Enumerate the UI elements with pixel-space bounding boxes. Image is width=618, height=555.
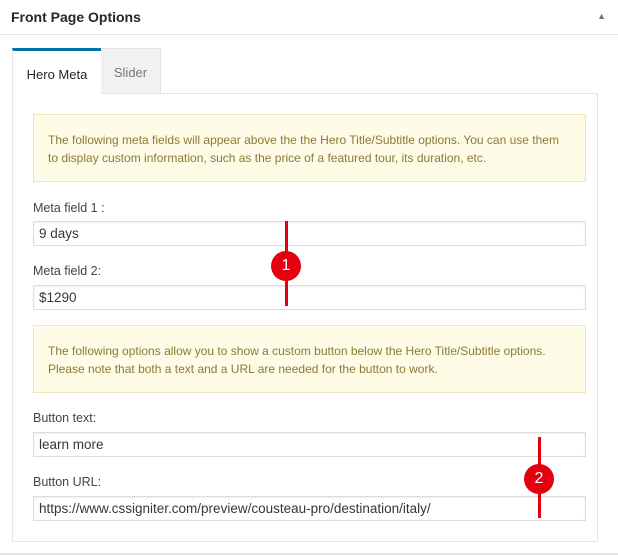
button-text-label: Button text: (33, 411, 97, 425)
meta-field-2-input[interactable] (33, 285, 586, 310)
annotation-marker-1: 1 (271, 251, 301, 281)
annotation-marker-2: 2 (524, 464, 554, 494)
meta-field-1-input[interactable] (33, 221, 586, 246)
triangle-up-icon[interactable]: ▲ (597, 11, 606, 21)
metabox-title: Front Page Options (11, 9, 141, 25)
button-text-input[interactable] (33, 432, 586, 457)
meta-notice: The following meta fields will appear above the the Hero Title/Subtitle options. You can use them to display custom information, such as the price of a featured tour, its duration, etc. (33, 114, 586, 182)
meta-field-2-label: Meta field 2: (33, 264, 102, 278)
button-notice: The following options allow you to show a custom button below the Hero Title/Subtitle options. Please note that both a text and a URL are needed for the button to work. (33, 325, 586, 393)
button-url-input[interactable] (33, 496, 586, 521)
meta-field-1-label: Meta field 1 : (33, 201, 105, 215)
button-url-label: Button URL: (33, 475, 102, 489)
tab-slider[interactable]: Slider (100, 48, 161, 94)
tab-hero-meta[interactable]: Hero Meta (12, 48, 101, 95)
metabox-header (0, 0, 618, 35)
